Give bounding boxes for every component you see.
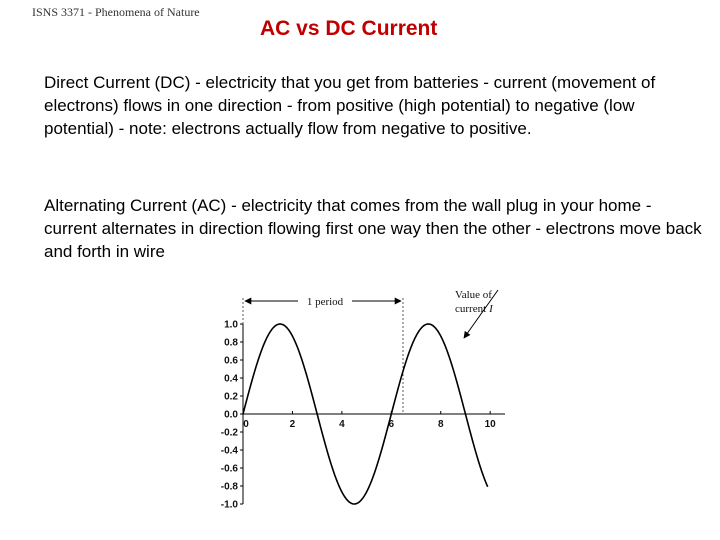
value-label-line1: Value of [455,289,492,301]
x-tick-label: 8 [437,419,444,430]
y-tick-label: -1.0 [220,499,238,511]
page-title: AC vs DC Current [260,17,438,40]
period-label: 1 period [306,296,344,308]
x-tick-label: 10 [484,419,496,430]
y-tick-label: 0.8 [224,337,238,349]
y-tick-label: -0.8 [220,481,238,493]
y-tick-label: 0.0 [224,409,238,421]
x-tick-label: 4 [339,419,345,430]
y-tick-label: 1.0 [224,319,238,331]
y-tick-label: 0.4 [224,373,238,385]
x-tick-label: 2 [289,419,296,430]
y-tick-label: 0.6 [224,355,238,367]
y-tick-label: -0.2 [220,427,238,439]
value-label-current: current [455,303,487,315]
ac-paragraph: Alternating Current (AC) - electricity that comes from the wall plug in your home - current alternates in direction flowing first one way then the other - electrons move back and forth in wire [44,196,702,261]
y-tick-label: 0.2 [224,391,238,403]
value-label-line2 [455,303,494,315]
x-tick-label: 0 [243,419,249,430]
y-ticks [221,320,243,511]
x-tick-label: 6 [388,419,395,430]
value-label-var: I [489,303,493,315]
y-tick-label: -0.4 [220,445,238,457]
dc-paragraph: Direct Current (DC) - electricity that you get from batteries - current (movement of electrons) flows in one direction - from positive (high potential) to negative (low potential) - note: electrons actually flow from negative to positive. [44,73,656,138]
course-label: ISNS 3371 - Phenomena of Nature [32,5,200,19]
y-tick-label: -0.6 [220,463,238,475]
